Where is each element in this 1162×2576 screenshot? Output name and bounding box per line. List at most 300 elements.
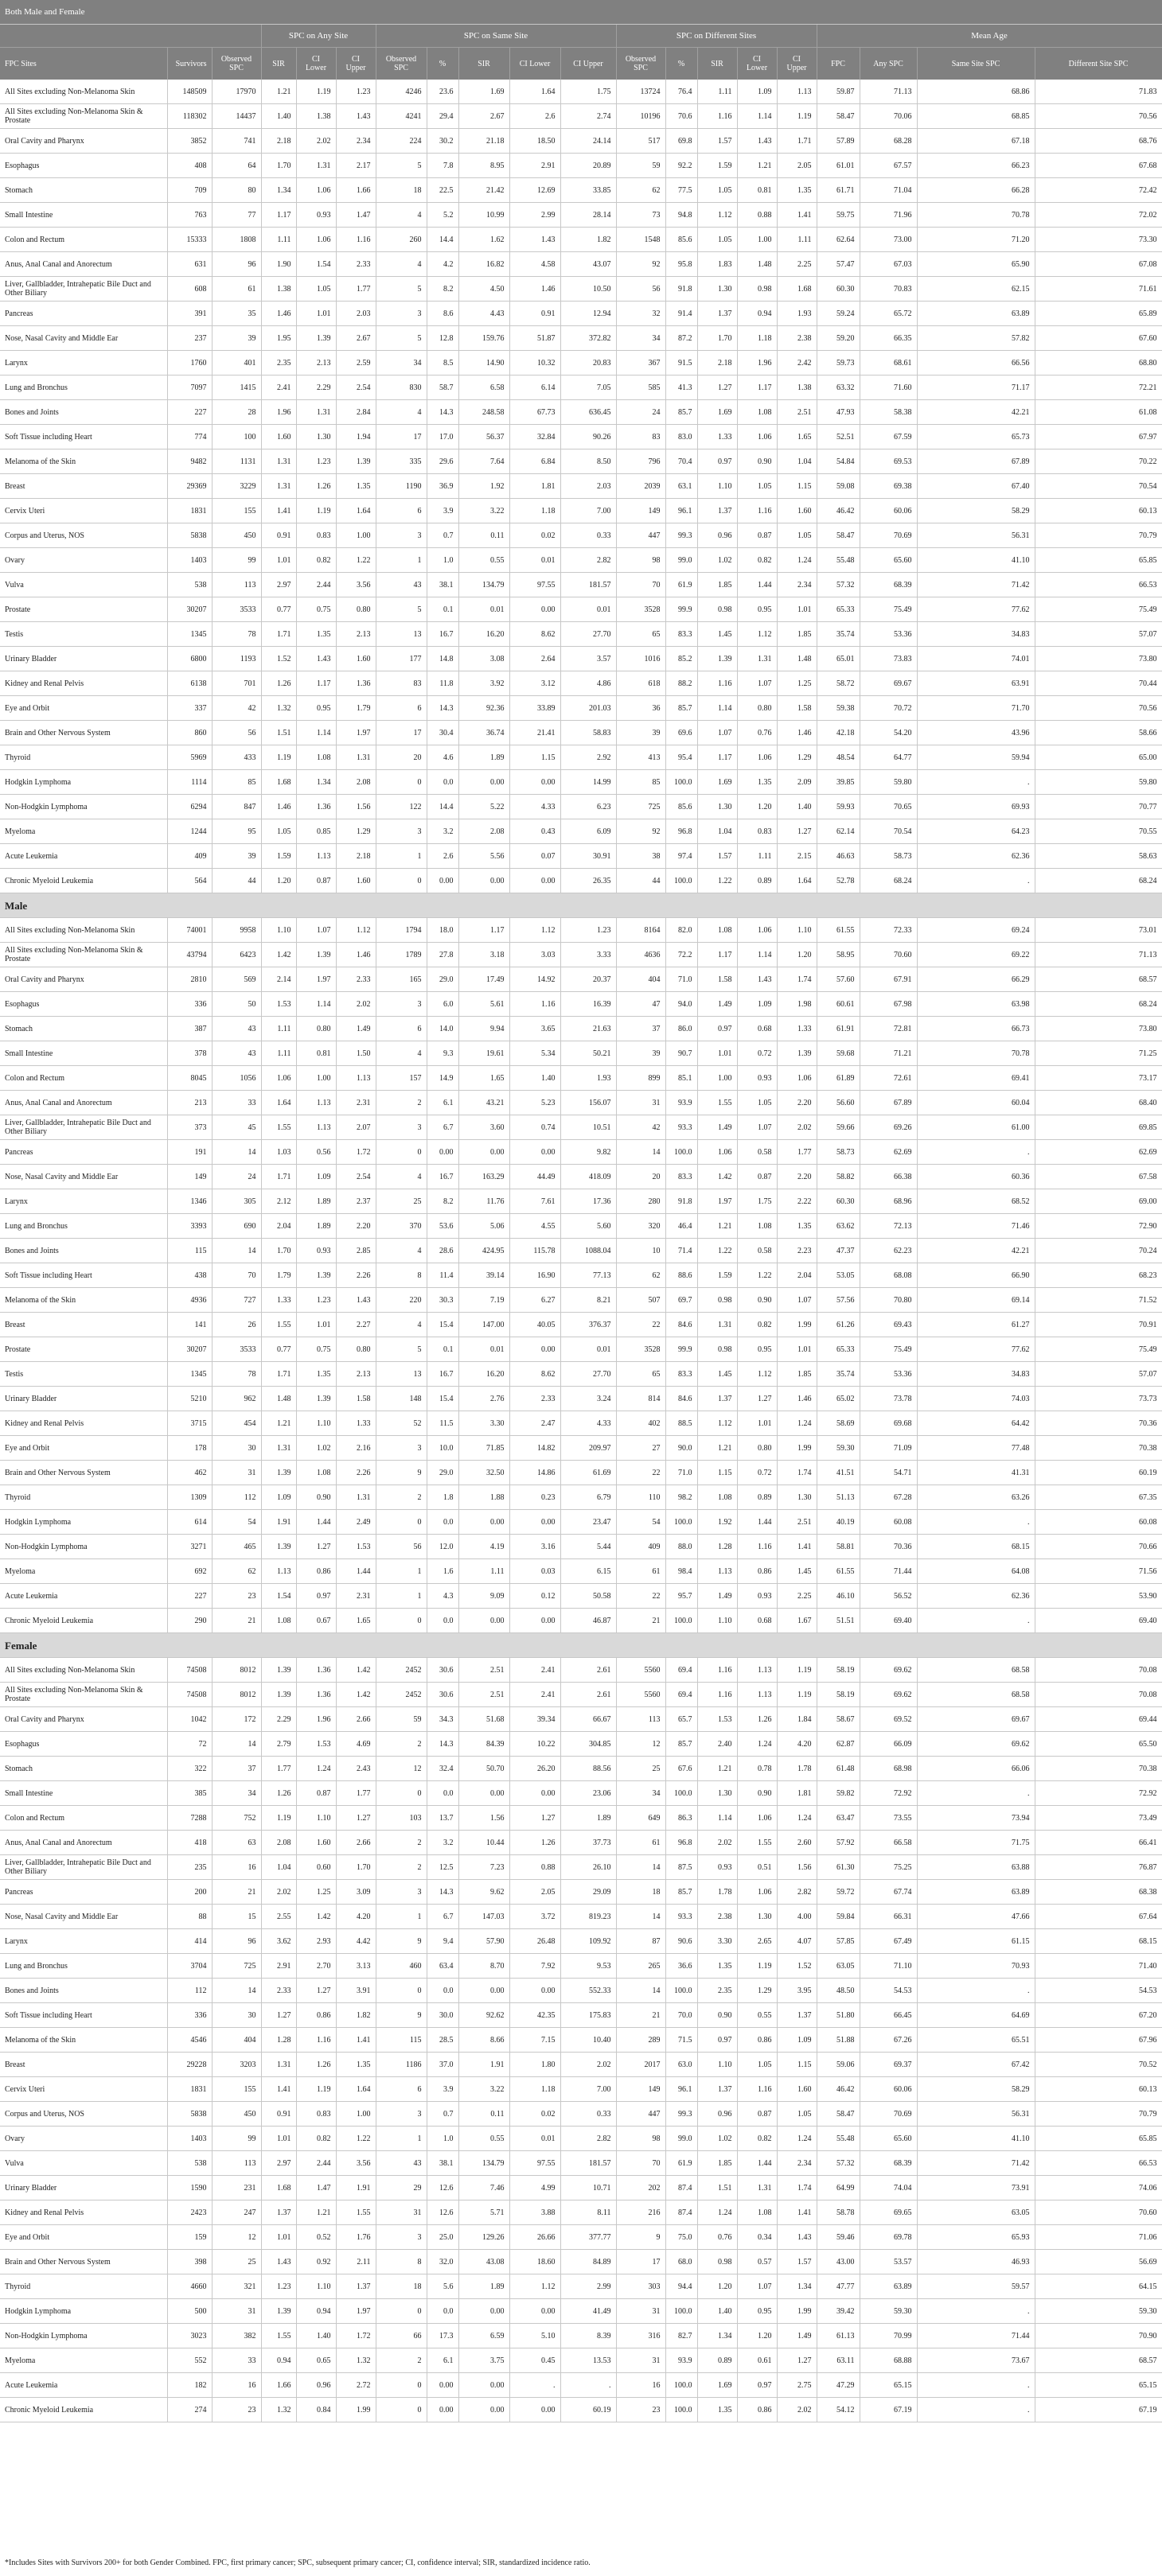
same-observed-cell: 2 xyxy=(376,1831,427,1855)
any-ci-upper-cell: 2.26 xyxy=(336,1263,376,1288)
any-sir-cell: 1.96 xyxy=(261,400,296,425)
age-any-spc-cell: 66.38 xyxy=(860,1165,917,1189)
age-same-site-spc-cell: 66.28 xyxy=(917,178,1035,203)
same-ci-upper-cell: 2.99 xyxy=(560,2274,616,2299)
same-sir-cell: 84.39 xyxy=(458,1732,509,1757)
same-sir-cell: 57.90 xyxy=(458,1929,509,1954)
age-different-site-spc-cell: 60.19 xyxy=(1035,1461,1162,1485)
diff-observed-cell: 21 xyxy=(616,1609,665,1633)
diff-sir-cell: 1.49 xyxy=(697,1115,737,1140)
same-sir-cell: 0.01 xyxy=(458,1337,509,1362)
diff-ci-upper-cell: 1.11 xyxy=(777,228,817,252)
diff-observed-cell: 62 xyxy=(616,178,665,203)
diff-ci-lower-cell: 1.55 xyxy=(737,1831,777,1855)
diff-ci-lower-cell: 1.07 xyxy=(737,2274,777,2299)
age-same-site-spc-cell: 65.51 xyxy=(917,2028,1035,2053)
same-observed-cell: 3 xyxy=(376,992,427,1017)
age-same-site-spc-cell: 61.15 xyxy=(917,1929,1035,1954)
diff-ci-lower-cell: 1.08 xyxy=(737,2200,777,2225)
same-ci-upper-cell: 4.86 xyxy=(560,671,616,696)
same-sir-cell: 147.00 xyxy=(458,1313,509,1337)
diff-ci-upper-cell: 1.07 xyxy=(777,1288,817,1313)
age-fpc-cell: 60.30 xyxy=(817,277,860,302)
table-row xyxy=(0,1806,1162,1831)
diff-ci-lower-cell: 1.06 xyxy=(737,1806,777,1831)
diff-ci-upper-cell: 1.67 xyxy=(777,1609,817,1633)
age-different-site-spc-cell: 71.56 xyxy=(1035,1559,1162,1584)
fpc-site-cell: All Sites excluding Non-Melanoma Skin & Prostate xyxy=(0,1683,167,1707)
diff-ci-lower-cell: 0.87 xyxy=(737,523,777,548)
diff-pct-cell: 46.4 xyxy=(665,1214,697,1239)
same-sir-cell: 19.61 xyxy=(458,1041,509,1066)
age-different-site-spc-cell: 56.69 xyxy=(1035,2250,1162,2274)
same-ci-upper-cell: 8.50 xyxy=(560,449,616,474)
diff-sir-cell: 1.22 xyxy=(697,1239,737,1263)
any-ci-upper-cell: 2.43 xyxy=(336,1757,376,1781)
fpc-site-cell: Thyroid xyxy=(0,2274,167,2299)
table-row xyxy=(0,154,1162,178)
same-observed-cell: 224 xyxy=(376,129,427,154)
any-sir-cell: 1.38 xyxy=(261,277,296,302)
survivors-cell: 1590 xyxy=(167,2176,212,2200)
age-different-site-spc-cell: 75.49 xyxy=(1035,1337,1162,1362)
age-same-site-spc-cell: 41.31 xyxy=(917,1461,1035,1485)
diff-sir-cell: 1.69 xyxy=(697,770,737,795)
same-observed-cell: 370 xyxy=(376,1214,427,1239)
same-ci-lower-cell: 42.35 xyxy=(509,2003,560,2028)
any-ci-lower-cell: 1.39 xyxy=(296,1387,336,1411)
diff-observed-cell: 2017 xyxy=(616,2053,665,2077)
age-different-site-spc-cell: 72.92 xyxy=(1035,1781,1162,1806)
any-ci-lower-cell: 1.00 xyxy=(296,1066,336,1091)
table-row xyxy=(0,1609,1162,1633)
same-observed-cell: 148 xyxy=(376,1387,427,1411)
diff-observed-cell: 32 xyxy=(616,302,665,326)
age-different-site-spc-cell: 70.56 xyxy=(1035,104,1162,129)
age-fpc-cell: 53.05 xyxy=(817,1263,860,1288)
same-sir-cell: 21.42 xyxy=(458,178,509,203)
diff-ci-upper-cell: 2.38 xyxy=(777,326,817,351)
same-ci-lower-cell: 14.86 xyxy=(509,1461,560,1485)
same-ci-upper-cell: 33.85 xyxy=(560,178,616,203)
diff-ci-upper-cell: 1.99 xyxy=(777,1313,817,1337)
diff-observed-cell: 507 xyxy=(616,1288,665,1313)
any-ci-upper-cell: 2.17 xyxy=(336,154,376,178)
same-ci-lower-cell: 10.22 xyxy=(509,1732,560,1757)
same-ci-upper-cell: 6.23 xyxy=(560,795,616,819)
same-ci-lower-cell: 1.43 xyxy=(509,228,560,252)
fpc-site-cell: All Sites excluding Non-Melanoma Skin xyxy=(0,80,167,104)
same-ci-lower-cell: 16.90 xyxy=(509,1263,560,1288)
same-pct-cell: 11.8 xyxy=(427,671,458,696)
same-pct-cell: 28.5 xyxy=(427,2028,458,2053)
same-observed-cell: 3 xyxy=(376,1436,427,1461)
age-fpc-cell: 64.99 xyxy=(817,2176,860,2200)
diff-observed-cell: 73 xyxy=(616,203,665,228)
same-sir-cell: 6.59 xyxy=(458,2324,509,2348)
fpc-site-cell: Ovary xyxy=(0,2127,167,2151)
any-observed-cell: 14 xyxy=(212,1239,261,1263)
col-any-observed: Observed SPC xyxy=(212,48,261,80)
table-row xyxy=(0,1707,1162,1732)
age-different-site-spc-cell: 74.06 xyxy=(1035,2176,1162,2200)
same-observed-cell: 17 xyxy=(376,425,427,449)
age-same-site-spc-cell: 67.42 xyxy=(917,2053,1035,2077)
survivors-cell: 378 xyxy=(167,1041,212,1066)
fpc-site-cell: Bones and Joints xyxy=(0,1239,167,1263)
same-ci-upper-cell: 1.93 xyxy=(560,1066,616,1091)
table-row xyxy=(0,1115,1162,1140)
any-sir-cell: 1.19 xyxy=(261,745,296,770)
any-sir-cell: 1.46 xyxy=(261,302,296,326)
same-pct-cell: 30.6 xyxy=(427,1683,458,1707)
col-same-ci-lower: CI Lower xyxy=(509,48,560,80)
diff-observed-cell: 585 xyxy=(616,376,665,400)
same-observed-cell: 2 xyxy=(376,1732,427,1757)
diff-pct-cell: 91.8 xyxy=(665,1189,697,1214)
any-observed-cell: 847 xyxy=(212,795,261,819)
age-fpc-cell: 59.46 xyxy=(817,2225,860,2250)
age-same-site-spc-cell: . xyxy=(917,869,1035,893)
same-observed-cell: 460 xyxy=(376,1954,427,1979)
same-sir-cell: 21.18 xyxy=(458,129,509,154)
fpc-site-cell: Vulva xyxy=(0,2151,167,2176)
age-fpc-cell: 40.19 xyxy=(817,1510,860,1535)
same-pct-cell: 0.0 xyxy=(427,1510,458,1535)
diff-observed-cell: 44 xyxy=(616,869,665,893)
diff-pct-cell: 94.4 xyxy=(665,2274,697,2299)
age-same-site-spc-cell: 34.83 xyxy=(917,1362,1035,1387)
table-row xyxy=(0,1781,1162,1806)
any-observed-cell: 16 xyxy=(212,2373,261,2398)
same-pct-cell: 34.3 xyxy=(427,1707,458,1732)
table-row xyxy=(0,2151,1162,2176)
diff-ci-lower-cell: 0.95 xyxy=(737,1337,777,1362)
age-fpc-cell: 58.81 xyxy=(817,1535,860,1559)
age-same-site-spc-cell: 63.98 xyxy=(917,992,1035,1017)
any-observed-cell: 12 xyxy=(212,2225,261,2250)
any-ci-lower-cell: 1.27 xyxy=(296,1979,336,2003)
fpc-site-cell: All Sites excluding Non-Melanoma Skin & Prostate xyxy=(0,104,167,129)
age-fpc-cell: 59.66 xyxy=(817,1115,860,1140)
age-different-site-spc-cell: 70.24 xyxy=(1035,1239,1162,1263)
survivors-cell: 4546 xyxy=(167,2028,212,2053)
any-observed-cell: 99 xyxy=(212,548,261,573)
col-same-sir: SIR xyxy=(458,48,509,80)
age-any-spc-cell: 75.25 xyxy=(860,1855,917,1880)
same-ci-upper-cell: 376.37 xyxy=(560,1313,616,1337)
same-sir-cell: 6.58 xyxy=(458,376,509,400)
any-ci-lower-cell: 1.30 xyxy=(296,425,336,449)
fpc-site-cell: Liver, Gallbladder, Intrahepatic Bile Duct and Other Biliary xyxy=(0,1855,167,1880)
age-fpc-cell: 58.95 xyxy=(817,943,860,967)
age-fpc-cell: 57.60 xyxy=(817,967,860,992)
table-row xyxy=(0,1658,1162,1683)
age-same-site-spc-cell: 68.52 xyxy=(917,1189,1035,1214)
diff-ci-lower-cell: 1.14 xyxy=(737,943,777,967)
any-observed-cell: 44 xyxy=(212,869,261,893)
table-row xyxy=(0,104,1162,129)
age-any-spc-cell: 69.67 xyxy=(860,671,917,696)
survivors-cell: 118302 xyxy=(167,104,212,129)
any-ci-lower-cell: 1.25 xyxy=(296,1880,336,1905)
age-different-site-spc-cell: 68.23 xyxy=(1035,1263,1162,1288)
any-ci-upper-cell: 1.82 xyxy=(336,2003,376,2028)
same-ci-upper-cell: 7.00 xyxy=(560,2077,616,2102)
any-sir-cell: 1.26 xyxy=(261,1781,296,1806)
any-sir-cell: 0.94 xyxy=(261,2348,296,2373)
any-sir-cell: 1.23 xyxy=(261,2274,296,2299)
age-same-site-spc-cell: . xyxy=(917,1140,1035,1165)
diff-ci-lower-cell: 1.16 xyxy=(737,2077,777,2102)
age-any-spc-cell: 72.61 xyxy=(860,1066,917,1091)
same-ci-upper-cell: 0.01 xyxy=(560,597,616,622)
diff-ci-upper-cell: 1.13 xyxy=(777,80,817,104)
age-fpc-cell: 63.47 xyxy=(817,1806,860,1831)
diff-observed-cell: 56 xyxy=(616,277,665,302)
survivors-cell: 5969 xyxy=(167,745,212,770)
same-observed-cell: 83 xyxy=(376,671,427,696)
any-observed-cell: 28 xyxy=(212,400,261,425)
table-row xyxy=(0,943,1162,967)
diff-ci-upper-cell: 1.78 xyxy=(777,1757,817,1781)
same-ci-lower-cell: 14.92 xyxy=(509,967,560,992)
same-ci-upper-cell: 29.09 xyxy=(560,1880,616,1905)
table-footnote: *Includes Sites with Survivors 200+ for both Gender Combined. FPC, first primary cancer; SPC, subsequent primary cancer; CI, confidence interval; SIR, standardized incidence ratio. xyxy=(5,2558,591,2567)
age-different-site-spc-cell: 70.55 xyxy=(1035,819,1162,844)
any-ci-lower-cell: 1.31 xyxy=(296,400,336,425)
any-sir-cell: 1.48 xyxy=(261,1387,296,1411)
diff-ci-lower-cell: 1.30 xyxy=(737,1905,777,1929)
same-observed-cell: 9 xyxy=(376,1461,427,1485)
same-pct-cell: 28.6 xyxy=(427,1239,458,1263)
diff-observed-cell: 110 xyxy=(616,1485,665,1510)
any-sir-cell: 2.91 xyxy=(261,1954,296,1979)
same-ci-lower-cell: 97.55 xyxy=(509,2151,560,2176)
survivors-cell: 237 xyxy=(167,326,212,351)
diff-pct-cell: 69.4 xyxy=(665,1683,697,1707)
age-any-spc-cell: 69.37 xyxy=(860,2053,917,2077)
diff-pct-cell: 100.0 xyxy=(665,2398,697,2422)
diff-pct-cell: 71.5 xyxy=(665,2028,697,2053)
same-ci-lower-cell: 0.23 xyxy=(509,1485,560,1510)
section-label: Male xyxy=(0,893,1162,918)
same-ci-lower-cell: 3.65 xyxy=(509,1017,560,1041)
diff-observed-cell: 289 xyxy=(616,2028,665,2053)
any-ci-upper-cell: 2.07 xyxy=(336,1115,376,1140)
table-row xyxy=(0,1584,1162,1609)
diff-sir-cell: 0.98 xyxy=(697,2250,737,2274)
any-ci-lower-cell: 0.86 xyxy=(296,1559,336,1584)
age-any-spc-cell: 70.06 xyxy=(860,104,917,129)
age-fpc-cell: 65.33 xyxy=(817,1337,860,1362)
age-any-spc-cell: 72.13 xyxy=(860,1214,917,1239)
diff-pct-cell: 96.8 xyxy=(665,819,697,844)
fpc-site-cell: Myeloma xyxy=(0,1559,167,1584)
table-row xyxy=(0,918,1162,943)
fpc-site-cell: Oral Cavity and Pharynx xyxy=(0,1707,167,1732)
same-ci-upper-cell: 50.58 xyxy=(560,1584,616,1609)
diff-observed-cell: 3528 xyxy=(616,1337,665,1362)
same-sir-cell: 134.79 xyxy=(458,2151,509,2176)
fpc-site-cell: Oral Cavity and Pharynx xyxy=(0,967,167,992)
diff-observed-cell: 98 xyxy=(616,548,665,573)
diff-ci-lower-cell: 1.22 xyxy=(737,1263,777,1288)
table-row xyxy=(0,1732,1162,1757)
any-sir-cell: 1.31 xyxy=(261,1436,296,1461)
table-row xyxy=(0,2250,1162,2274)
any-ci-upper-cell: 1.60 xyxy=(336,869,376,893)
age-any-spc-cell: 69.53 xyxy=(860,449,917,474)
same-observed-cell: 8 xyxy=(376,1263,427,1288)
any-ci-lower-cell: 1.43 xyxy=(296,647,336,671)
survivors-cell: 29228 xyxy=(167,2053,212,2077)
any-sir-cell: 1.21 xyxy=(261,1411,296,1436)
same-ci-lower-cell: 1.18 xyxy=(509,499,560,523)
age-different-site-spc-cell: 71.06 xyxy=(1035,2225,1162,2250)
same-observed-cell: 2452 xyxy=(376,1683,427,1707)
same-observed-cell: 0 xyxy=(376,1979,427,2003)
diff-observed-cell: 39 xyxy=(616,721,665,745)
diff-ci-upper-cell: 1.19 xyxy=(777,1658,817,1683)
any-sir-cell: 1.77 xyxy=(261,1757,296,1781)
table-row xyxy=(0,795,1162,819)
group-header-same-site: SPC on Same Site xyxy=(376,25,616,48)
same-sir-cell: 3.92 xyxy=(458,671,509,696)
any-ci-upper-cell: 4.42 xyxy=(336,1929,376,1954)
age-any-spc-cell: 60.08 xyxy=(860,1510,917,1535)
same-sir-cell: 3.75 xyxy=(458,2348,509,2373)
age-fpc-cell: 55.48 xyxy=(817,2127,860,2151)
same-observed-cell: 4241 xyxy=(376,104,427,129)
any-ci-lower-cell: 0.75 xyxy=(296,597,336,622)
diff-observed-cell: 27 xyxy=(616,1436,665,1461)
same-ci-upper-cell: 46.87 xyxy=(560,1609,616,1633)
same-pct-cell: 14.9 xyxy=(427,1066,458,1091)
age-different-site-spc-cell: 67.58 xyxy=(1035,1165,1162,1189)
col-diff-pct: % xyxy=(665,48,697,80)
age-same-site-spc-cell: 69.93 xyxy=(917,795,1035,819)
age-fpc-cell: 59.75 xyxy=(817,203,860,228)
diff-observed-cell: 149 xyxy=(616,499,665,523)
age-fpc-cell: 59.08 xyxy=(817,474,860,499)
diff-ci-upper-cell: 1.01 xyxy=(777,1337,817,1362)
age-same-site-spc-cell: 59.94 xyxy=(917,745,1035,770)
any-ci-lower-cell: 2.02 xyxy=(296,129,336,154)
age-different-site-spc-cell: 67.19 xyxy=(1035,2398,1162,2422)
age-any-spc-cell: 68.39 xyxy=(860,2151,917,2176)
diff-sir-cell: 1.17 xyxy=(697,745,737,770)
fpc-site-cell: Prostate xyxy=(0,1337,167,1362)
same-pct-cell: 1.0 xyxy=(427,548,458,573)
age-same-site-spc-cell: 69.14 xyxy=(917,1288,1035,1313)
age-fpc-cell: 63.62 xyxy=(817,1214,860,1239)
age-same-site-spc-cell: 66.73 xyxy=(917,1017,1035,1041)
age-fpc-cell: 35.74 xyxy=(817,1362,860,1387)
age-fpc-cell: 59.24 xyxy=(817,302,860,326)
same-observed-cell: 2 xyxy=(376,1855,427,1880)
age-different-site-spc-cell: 73.80 xyxy=(1035,1017,1162,1041)
same-observed-cell: 5 xyxy=(376,326,427,351)
same-pct-cell: 3.2 xyxy=(427,1831,458,1855)
diff-ci-upper-cell: 1.38 xyxy=(777,376,817,400)
diff-ci-upper-cell: 1.06 xyxy=(777,1066,817,1091)
any-sir-cell: 1.55 xyxy=(261,1313,296,1337)
diff-sir-cell: 2.18 xyxy=(697,351,737,376)
diff-ci-upper-cell: 1.57 xyxy=(777,2250,817,2274)
diff-observed-cell: 34 xyxy=(616,1781,665,1806)
same-ci-lower-cell: 0.02 xyxy=(509,2102,560,2127)
diff-observed-cell: 13724 xyxy=(616,80,665,104)
diff-observed-cell: 618 xyxy=(616,671,665,696)
col-any-sir: SIR xyxy=(261,48,296,80)
same-ci-lower-cell: 1.46 xyxy=(509,277,560,302)
survivors-cell: 74001 xyxy=(167,918,212,943)
diff-pct-cell: 41.3 xyxy=(665,376,697,400)
fpc-site-cell: Corpus and Uterus, NOS xyxy=(0,523,167,548)
diff-ci-upper-cell: 1.71 xyxy=(777,129,817,154)
age-fpc-cell: 61.55 xyxy=(817,1559,860,1584)
any-sir-cell: 1.26 xyxy=(261,671,296,696)
any-ci-lower-cell: 0.81 xyxy=(296,1041,336,1066)
survivors-cell: 336 xyxy=(167,2003,212,2028)
age-different-site-spc-cell: 70.77 xyxy=(1035,795,1162,819)
diff-ci-upper-cell: 1.35 xyxy=(777,1214,817,1239)
fpc-site-cell: Nose, Nasal Cavity and Middle Ear xyxy=(0,1165,167,1189)
any-observed-cell: 34 xyxy=(212,1781,261,1806)
age-same-site-spc-cell: 68.58 xyxy=(917,1658,1035,1683)
fpc-site-cell: Larynx xyxy=(0,351,167,376)
any-ci-lower-cell: 1.10 xyxy=(296,2274,336,2299)
diff-sir-cell: 1.53 xyxy=(697,1707,737,1732)
age-same-site-spc-cell: 60.36 xyxy=(917,1165,1035,1189)
age-fpc-cell: 47.77 xyxy=(817,2274,860,2299)
any-ci-lower-cell: 0.60 xyxy=(296,1855,336,1880)
same-sir-cell: 56.37 xyxy=(458,425,509,449)
same-observed-cell: 4 xyxy=(376,203,427,228)
diff-pct-cell: 99.9 xyxy=(665,1337,697,1362)
column-header-row xyxy=(0,48,1162,80)
same-observed-cell: 0 xyxy=(376,1609,427,1633)
any-sir-cell: 1.71 xyxy=(261,1362,296,1387)
diff-ci-lower-cell: 0.97 xyxy=(737,2373,777,2398)
survivors-cell: 30207 xyxy=(167,597,212,622)
fpc-site-cell: Urinary Bladder xyxy=(0,2176,167,2200)
same-observed-cell: 2 xyxy=(376,1091,427,1115)
any-ci-lower-cell: 1.02 xyxy=(296,1436,336,1461)
any-observed-cell: 96 xyxy=(212,252,261,277)
table-row xyxy=(0,597,1162,622)
diff-observed-cell: 3528 xyxy=(616,597,665,622)
diff-pct-cell: 90.0 xyxy=(665,1436,697,1461)
any-observed-cell: 85 xyxy=(212,770,261,795)
age-any-spc-cell: 72.92 xyxy=(860,1781,917,1806)
survivors-cell: 3715 xyxy=(167,1411,212,1436)
diff-ci-lower-cell: 1.11 xyxy=(737,844,777,869)
same-pct-cell: 30.3 xyxy=(427,1288,458,1313)
age-different-site-spc-cell: 67.97 xyxy=(1035,425,1162,449)
fpc-site-cell: Non-Hodgkin Lymphoma xyxy=(0,1535,167,1559)
same-observed-cell: 1 xyxy=(376,1559,427,1584)
same-pct-cell: 14.3 xyxy=(427,696,458,721)
age-different-site-spc-cell: 57.07 xyxy=(1035,622,1162,647)
any-observed-cell: 155 xyxy=(212,2077,261,2102)
same-pct-cell: 17.3 xyxy=(427,2324,458,2348)
age-fpc-cell: 58.47 xyxy=(817,104,860,129)
same-observed-cell: 52 xyxy=(376,1411,427,1436)
diff-sir-cell: 1.21 xyxy=(697,1757,737,1781)
diff-ci-lower-cell: 1.27 xyxy=(737,1387,777,1411)
